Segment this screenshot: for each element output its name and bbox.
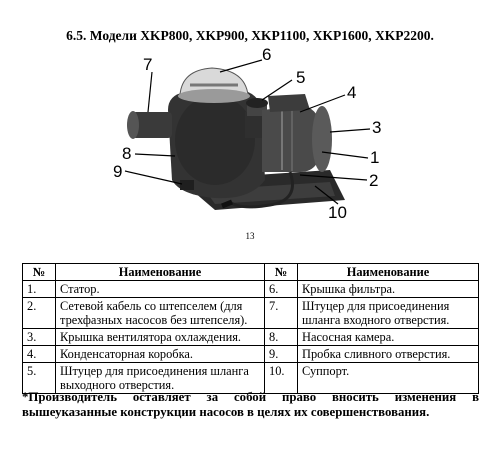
row-name-left: Крышка вентилятора охлаждения. — [56, 329, 265, 346]
row-name-right: Пробка сливного отверстия. — [298, 346, 479, 363]
note-line-1: *Производитель оставляет за собой право вносить изменения в — [22, 390, 479, 404]
row-name-left: Конденсаторная коробка. — [56, 346, 265, 363]
row-num-right: 8. — [265, 329, 298, 346]
callout-1: 1 — [370, 148, 380, 167]
page-number: 13 — [245, 231, 255, 241]
callout-2: 2 — [369, 171, 379, 190]
parts-table — [22, 263, 479, 394]
row-name-left: Статор. — [56, 281, 265, 298]
callout-8: 8 — [122, 144, 132, 163]
table-row — [23, 298, 479, 329]
row-num-right: 7. — [265, 298, 298, 329]
callout-7: 7 — [143, 55, 153, 74]
note-line-2: вышеуказанные конструкции насосов в целях их совершенствования. — [22, 405, 430, 419]
row-num-right: 6. — [265, 281, 298, 298]
manufacturer-note — [22, 390, 479, 420]
pump-figure — [0, 40, 500, 230]
row-num-right: 9. — [265, 346, 298, 363]
table-row — [23, 346, 479, 363]
callout-6: 6 — [262, 45, 272, 64]
callout-3: 3 — [372, 118, 382, 137]
row-name-left: Сетевой кабель со штепселем (для трехфазных насосов без штепселя). — [56, 298, 265, 329]
row-num-left: 4. — [23, 346, 56, 363]
callout-4: 4 — [347, 83, 357, 102]
pump-illustration — [127, 68, 345, 210]
col-header-num-left: № — [23, 264, 56, 281]
table-row — [23, 363, 479, 394]
table-header-row — [23, 264, 479, 281]
callout-5: 5 — [296, 68, 306, 87]
col-header-name-left: Наименование — [56, 264, 265, 281]
row-name-left: Штуцер для присоединения шланга выходного отверстия. — [56, 363, 265, 394]
col-header-name-right: Наименование — [298, 264, 479, 281]
col-header-num-right: № — [265, 264, 298, 281]
row-name-right: Суппорт. — [298, 363, 479, 394]
table-row — [23, 329, 479, 346]
row-num-left: 2. — [23, 298, 56, 329]
row-name-right: Штуцер для присоединения шланга входного отверстия. — [298, 298, 479, 329]
row-name-right: Крышка фильтра. — [298, 281, 479, 298]
row-num-right: 10. — [265, 363, 298, 394]
table-row — [23, 281, 479, 298]
row-num-left: 1. — [23, 281, 56, 298]
row-num-left: 3. — [23, 329, 56, 346]
section-title: 6.5. Модели XKP800, XKP900, XKP1100, XKP1600, XKP2200. — [66, 28, 434, 43]
row-num-left: 5. — [23, 363, 56, 394]
callout-10: 10 — [328, 203, 347, 222]
callout-9: 9 — [113, 162, 123, 181]
row-name-right: Насосная камера. — [298, 329, 479, 346]
